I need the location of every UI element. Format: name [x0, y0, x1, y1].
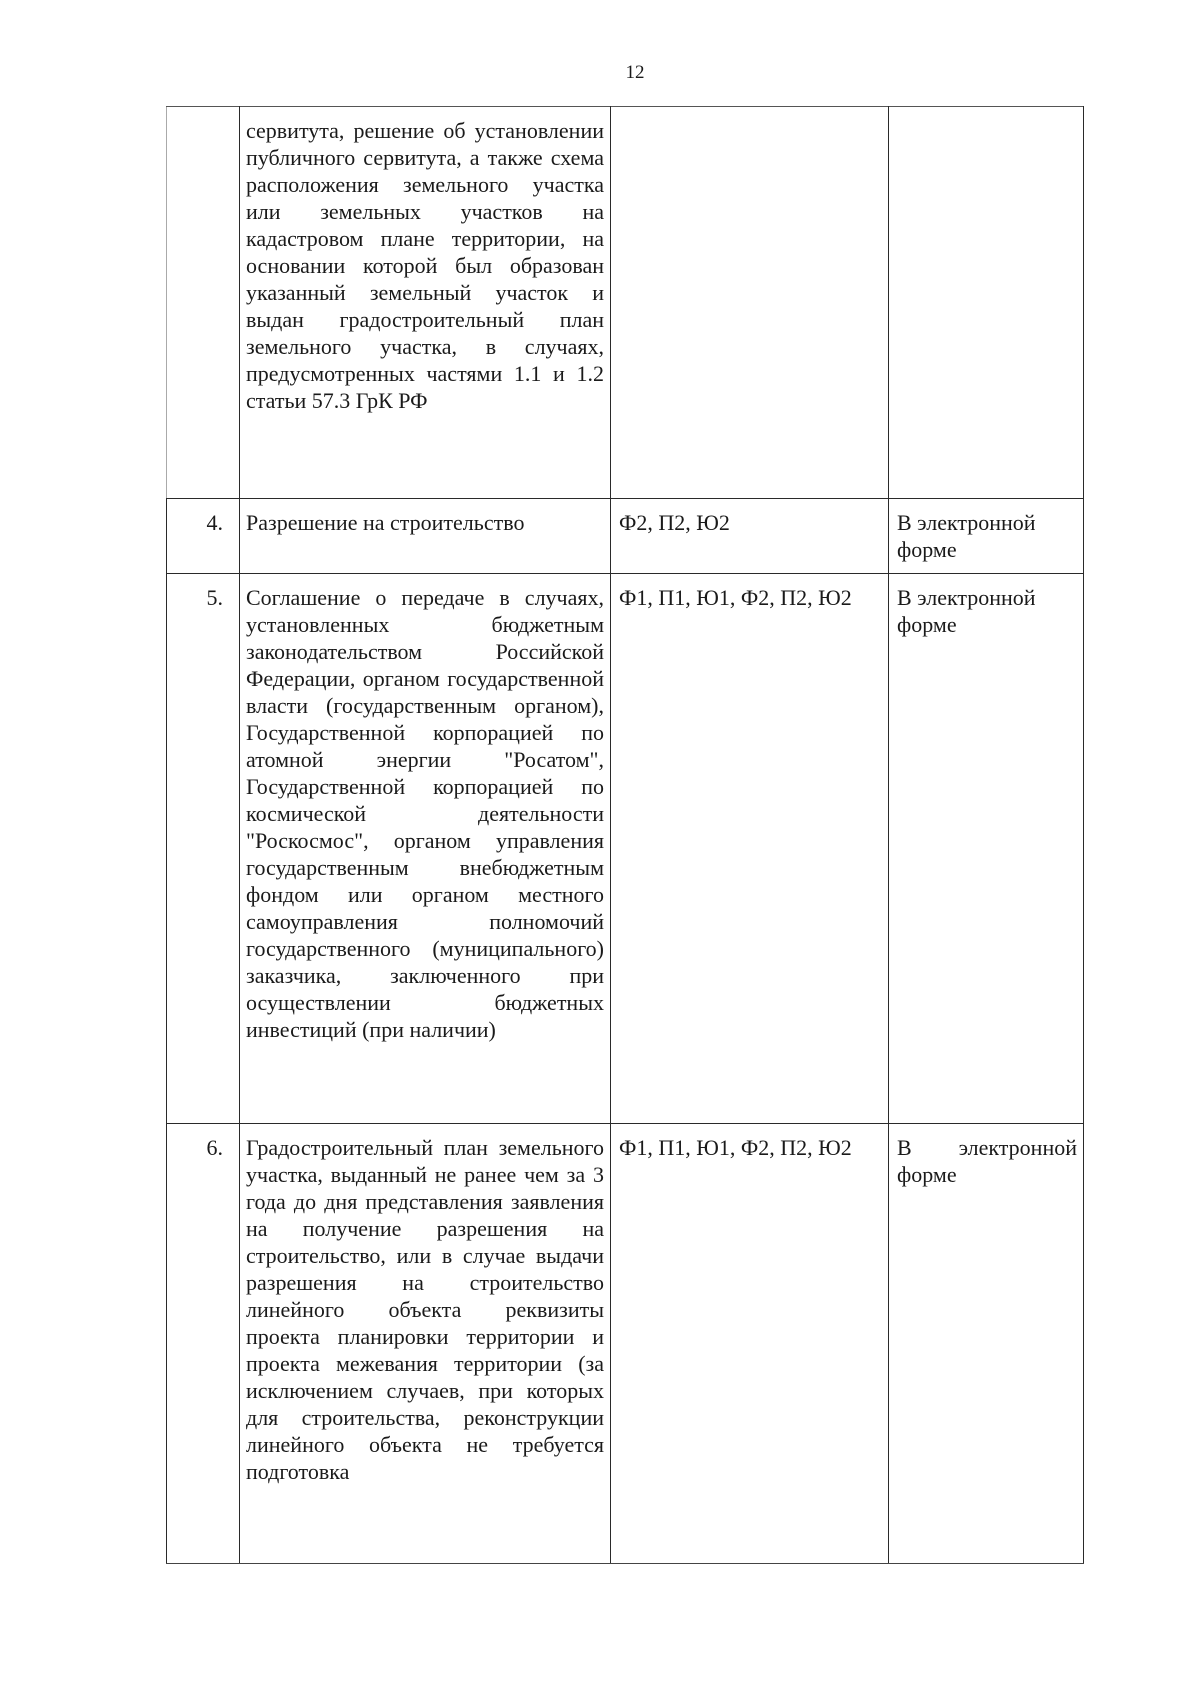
table-row: [167, 499, 1084, 574]
document-name: сервитута, решение об установлении публичного сервитута, а также схема расположения земельного участка или земельных участков на кадастровом плане территории, на основании которой был образован указанный земельный участок и выдан градостроительный план земельного участка, в случаях, предусмотренных частями 1.1 и 1.2 статьи 57.3 ГрК РФ: [240, 107, 611, 499]
documents-table: [166, 106, 1084, 1564]
row-number: 4.: [167, 499, 240, 574]
applicant-categories: Ф1, П1, Ю1, Ф2, П2, Ю2: [611, 574, 889, 1124]
document-name: Градостроительный план земельного участка, выданный не ранее чем за 3 года до дня представления заявления на получение разрешения на строительство, или в случае выдачи разрешения на строительство линейного объекта реквизиты проекта планировки территории и проекта межевания территории (за исключением случаев, при которых для строительства, реконструкции линейного объекта не требуется подготовка: [240, 1124, 611, 1564]
row-number: 5.: [167, 574, 240, 1124]
row-number: [167, 107, 240, 499]
submission-form: В электронной форме: [889, 499, 1084, 574]
page-number: 12: [625, 62, 645, 83]
submission-form: В электронной форме: [889, 574, 1084, 1124]
applicant-categories: Ф1, П1, Ю1, Ф2, П2, Ю2: [611, 1124, 889, 1564]
submission-form: [889, 107, 1084, 499]
row-number: 6.: [167, 1124, 240, 1564]
table-row: [167, 574, 1084, 1124]
submission-form: В электронной форме: [889, 1124, 1084, 1564]
applicant-categories: Ф2, П2, Ю2: [611, 499, 889, 574]
document-name: Разрешение на строительство: [240, 499, 611, 574]
document-name: Соглашение о передаче в случаях, установленных бюджетным законодательством Российской Федерации, органом государственной власти (государственным органом), Государственной корпорацией по атомной энергии "Росатом", Государственной корпорацией по космической деятельности "Роскосмос", органом управления государственным внебюджетным фондом или органом местного самоуправления полномочий государственного (муниципального) заказчика, заключенного при осуществлении бюджетных инвестиций (при наличии): [240, 574, 611, 1124]
table-row: [167, 1124, 1084, 1564]
applicant-categories: [611, 107, 889, 499]
table-row: [167, 107, 1084, 499]
